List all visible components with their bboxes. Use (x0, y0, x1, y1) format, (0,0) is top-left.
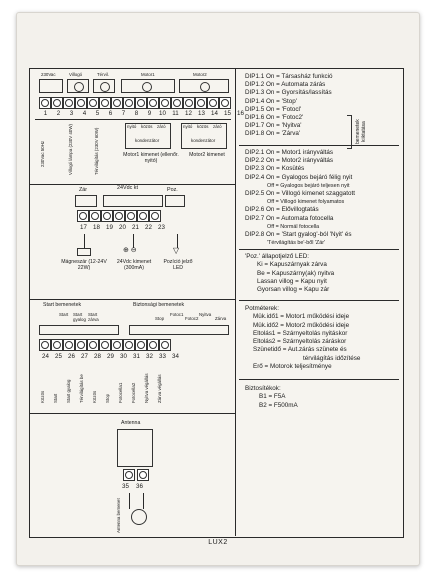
motor1-symbol-icon (142, 82, 152, 92)
terminal-numbers-1-16 (39, 110, 247, 117)
terminal-number: 28 (94, 353, 101, 360)
terminal-24 (39, 339, 51, 351)
safety-inputs-box (129, 325, 229, 335)
plus-minus-icon: ⊕ ⊖ (123, 247, 137, 254)
terminal-number: 6 (108, 110, 113, 117)
label-antenna: Antenna (121, 420, 141, 426)
section-divider-2 (29, 299, 235, 300)
input-vertical-labels (39, 365, 239, 405)
terminal-number: 4 (82, 110, 87, 117)
input-label: Térvilágítás be (79, 374, 84, 403)
label-24vdc-kimenet: 24Vdc kimenet (300mA) (116, 259, 152, 271)
pot-line: Erő = Motorok teljesítménye (253, 363, 332, 371)
terminal-17 (77, 210, 89, 222)
magnet-lock-icon (77, 248, 91, 256)
motor1-zaro: záró (157, 124, 166, 129)
start-inputs-box (39, 325, 119, 335)
input-label: Fotocella1 (118, 382, 123, 403)
terminal-23 (149, 210, 161, 222)
label-biztonsagi-bemenetek: Biztonsági bemenetek (133, 302, 185, 308)
label-start-zarva: Start zárva (88, 312, 99, 322)
pot-line: térvilágítás időzítése (303, 354, 361, 362)
terminal-number: 33 (159, 353, 166, 360)
right-divider-1 (239, 145, 399, 146)
terminal-number-35: 35 (122, 483, 129, 490)
dip1-line: DIP1.5 On = 'Fotocl' (245, 105, 302, 113)
label-magneszar: Mágneszár (12-24V 22W) (61, 259, 107, 271)
terminal-number: 30 (120, 353, 127, 360)
fuse-line: B1 = F5A (259, 393, 286, 401)
label-230vac: 230Vac (41, 72, 56, 77)
column-divider (235, 68, 236, 536)
lock-output-diagram (47, 185, 227, 298)
input-label: Közös (92, 390, 97, 403)
terminal-26 (63, 339, 75, 351)
fuse-line: B2 = F500mA (259, 401, 298, 409)
input-label: Fotocella2 (131, 382, 136, 403)
terminal-number: 14 (211, 110, 218, 117)
terminal-number: 25 (55, 353, 62, 360)
motor1-kondenzator: kondenzátor (135, 138, 160, 143)
terminal-32 (135, 339, 147, 351)
poz-line: Gyorsan villog = Kapu zár (257, 286, 330, 294)
led-box (165, 195, 185, 207)
antenna-wire (143, 493, 144, 509)
terminal-5 (87, 97, 99, 109)
label-motor2-kimenet: Motor2 kimenet (189, 152, 225, 158)
dip1-line: DIP1.3 On = Gyorsítás/lassítás (245, 89, 332, 97)
label-villogo-lampa: Villogó lámpa (230V 40W) (68, 124, 73, 175)
motor2-kozos: közös (197, 124, 209, 129)
poz-title: 'Poz.' állapotjelző LED: (245, 253, 310, 260)
terminal-strip-1-16 (39, 97, 231, 109)
light-symbol-icon (100, 82, 110, 92)
label-poz: Poz. (167, 187, 178, 193)
terminal-18 (89, 210, 101, 222)
terminal-3 (63, 97, 75, 109)
terminal-strip-24-34 (39, 339, 171, 351)
terminal-numbers-24-34 (39, 353, 182, 360)
terminal-number: 23 (158, 224, 165, 231)
label-pozicio-led: Pozíció jelző LED (163, 259, 193, 271)
dip2-line: Off = Villogó kimenet folyamatos (267, 199, 345, 206)
terminal-number: 22 (145, 224, 152, 231)
terminal-number: 1 (43, 110, 48, 117)
pot-line: Eltolás2 = Szárnyeltolás záráskor (253, 338, 347, 346)
label-fotoc1: Fotoc1 (170, 312, 184, 317)
terminal-21 (125, 210, 137, 222)
terminal-number: 12 (185, 110, 192, 117)
antenna-wire (129, 493, 130, 509)
antenna-diagram (117, 417, 177, 535)
terminal-number: 8 (134, 110, 139, 117)
terminal-11 (159, 97, 171, 109)
dip2-line: DIP2.3 On = Kosütés (245, 165, 305, 173)
pot-line: Mük.idő1 = Motor1 működési ideje (253, 313, 350, 321)
input-label: Stop (105, 393, 110, 403)
label-nyitva: Nyitva (199, 312, 212, 317)
label-antenna-bemenet: Antenna bemenet (116, 498, 121, 533)
terminal-31 (123, 339, 135, 351)
label-zar: Zár (79, 187, 88, 193)
motor2-nyito: nyitó (183, 124, 193, 129)
dip1-line: DIP1.8 On = 'Zárva' (245, 130, 301, 138)
right-divider-4 (239, 379, 399, 380)
lock-box (75, 195, 97, 207)
antenna-box (117, 429, 153, 467)
pot-line: Mük.idő2 = Motor2 működési ideje (253, 321, 350, 329)
label-start: Start (59, 312, 69, 317)
terminal-6 (99, 97, 111, 109)
motor2-zaro: záró (213, 124, 222, 129)
terminal-9 (135, 97, 147, 109)
terminal-19 (101, 210, 113, 222)
terminal-number: 9 (147, 110, 152, 117)
terminal-30 (111, 339, 123, 351)
terminal-7 (111, 97, 123, 109)
terminal-number: 20 (119, 224, 126, 231)
dip1-line: DIP1.1 On = Társasház funkció (245, 73, 333, 80)
input-label: Start gyalog (66, 379, 71, 403)
page-footer: LUX2 (208, 539, 228, 546)
terminal-numbers-17-23 (77, 224, 168, 231)
motor2-symbol-icon (200, 82, 210, 92)
fuse-section (245, 385, 298, 410)
input-label: Start (53, 393, 58, 403)
mains-terminal-diagram (35, 72, 244, 191)
input-label: Közös (40, 390, 45, 403)
label-fotoc2: Fotoc2 (185, 316, 199, 321)
pot-title: Potméterek: (245, 305, 279, 312)
terminal-number-36: 36 (136, 483, 143, 490)
input-terminal-diagram (33, 303, 233, 403)
terminal-number: 5 (95, 110, 100, 117)
dip2-line: DIP2.7 On = Automata fotocella (245, 214, 334, 222)
dip2-line: Off = Gyalogos bejáró teljesen nyit (267, 182, 350, 189)
dip2-line: DIP2.4 On = Gyalogos bejáró félig nyit (245, 173, 353, 181)
section-divider-3 (29, 413, 235, 414)
input-label: Nyitva végállás (144, 373, 149, 403)
dip2-line: DIP2.6 On = Elővillogtatás (245, 206, 319, 214)
terminal-number: 26 (68, 353, 75, 360)
label-zarva: Zárva (215, 316, 227, 321)
terminal-number: 34 (172, 353, 179, 360)
dip1-line: DIP1.7 On = 'Nyitva' (245, 122, 302, 130)
terminal-number: 11 (172, 110, 179, 117)
label-stop: Stop (155, 316, 165, 321)
motor2-kondenzator: kondenzátor (191, 138, 216, 143)
pot-line: Szünetidő = Aut.zárás szünete és (253, 346, 347, 354)
terminal-number: 18 (93, 224, 100, 231)
dip2-list (245, 149, 355, 247)
terminal-number: 19 (106, 224, 113, 231)
poz-line: Lassan villog = Kapu nyit (257, 277, 327, 285)
right-divider-3 (239, 300, 399, 301)
terminal-10 (147, 97, 159, 109)
terminal-33 (147, 339, 159, 351)
document-sheet (16, 12, 420, 566)
terminal-number: 13 (198, 110, 205, 117)
input-label: Zárva végállás (157, 374, 162, 403)
terminal-4 (75, 97, 87, 109)
terminal-number: 15 (224, 110, 231, 117)
terminal-15 (207, 97, 219, 109)
poz-line: Ki = Kapuszárnyak zárva (257, 261, 327, 269)
label-24vdc: 24Vdc kt (117, 185, 138, 191)
terminal-12 (171, 97, 183, 109)
label-motor1-kimenet: Motor1 kimenet (ellenőr. nyitó) (123, 152, 179, 164)
terminal-number: 29 (107, 353, 114, 360)
divider-line (35, 119, 231, 120)
dc-box (103, 195, 163, 207)
poz-line: Be = Kapuszárny(ak) nyitva (257, 269, 335, 277)
dip1-list (245, 73, 333, 139)
terminal-8 (123, 97, 135, 109)
poz-section (245, 253, 334, 294)
label-motor2: Motor2 (193, 72, 207, 77)
terminal-34 (159, 339, 171, 351)
terminal-number: 32 (146, 353, 153, 360)
terminal-2 (51, 97, 63, 109)
terminal-36 (137, 469, 149, 481)
dip2-line: DIP2.5 On = Villogó kimenet szaggatott (245, 190, 355, 198)
terminal-29 (99, 339, 111, 351)
dip1-side-label: bemenetek kiiktatása (355, 119, 367, 145)
right-divider-2 (239, 249, 399, 250)
terminal-22 (137, 210, 149, 222)
dip1-line: DIP1.2 On = Automata zárás (245, 81, 326, 89)
label-230vac-50hz: 230Vac 50Hz (40, 140, 45, 167)
pot-section (245, 305, 360, 371)
dip1-line: DIP1.6 On = 'Fotoc2' (245, 114, 304, 122)
terminal-number: 3 (69, 110, 74, 117)
motor1-kozos: közös (141, 124, 153, 129)
terminal-16 (219, 97, 231, 109)
dip2-line: Off = Normál fotocella (267, 223, 320, 230)
terminal-13 (183, 97, 195, 109)
dip1-line: DIP1.4 On = 'Stop' (245, 97, 297, 105)
dip2-line: DIP2.2 On = Motor2 irányváltás (245, 157, 334, 165)
fuse-title: Biztosítékok: (245, 385, 281, 392)
dip2-line: 'Térvilágítás be'-ből 'Zár' (267, 240, 326, 247)
terminal-number: 27 (81, 353, 88, 360)
terminal-1 (39, 97, 51, 109)
terminal-35 (123, 469, 135, 481)
dip1-bracket (347, 115, 352, 149)
label-villogo: Villogó (69, 72, 83, 77)
terminal-number: 24 (42, 353, 49, 360)
terminal-25 (51, 339, 63, 351)
antenna-connector-icon (131, 509, 147, 525)
dip2-line: DIP2.8 On = 'Start gyalog'-ból 'Nyit' és (245, 231, 352, 239)
terminal-number: 10 (159, 110, 166, 117)
terminal-number: 2 (56, 110, 61, 117)
label-start-gyalog: Start gyalog (73, 312, 86, 322)
pot-line: Eltolás1 = Szárnyeltolás nyitáskor (253, 329, 348, 337)
wire (84, 234, 85, 248)
terminal-14 (195, 97, 207, 109)
motor1-nyito: nyitó (127, 124, 137, 129)
terminal-number: 21 (132, 224, 139, 231)
terminal-number: 17 (80, 224, 87, 231)
led-icon: ▽ (173, 246, 180, 255)
terminal-number: 7 (121, 110, 126, 117)
supply-box (39, 79, 63, 93)
label-start-bemenetek: Start bemenetek (43, 302, 82, 308)
terminal-27 (75, 339, 87, 351)
dip2-line: DIP2.1 On = Motor1 irányváltás (245, 149, 334, 156)
terminal-number: 31 (133, 353, 140, 360)
terminal-20 (113, 210, 125, 222)
label-motor1: Motor1 (141, 72, 155, 77)
label-tervilagitas: Térvilágítás (230V 60W) (94, 127, 99, 175)
terminal-28 (87, 339, 99, 351)
label-tervil: Térvil. (97, 72, 109, 77)
lamp-symbol-icon (74, 82, 84, 92)
terminal-strip-17-23 (77, 210, 161, 222)
terminal-number: 16 (237, 110, 244, 117)
